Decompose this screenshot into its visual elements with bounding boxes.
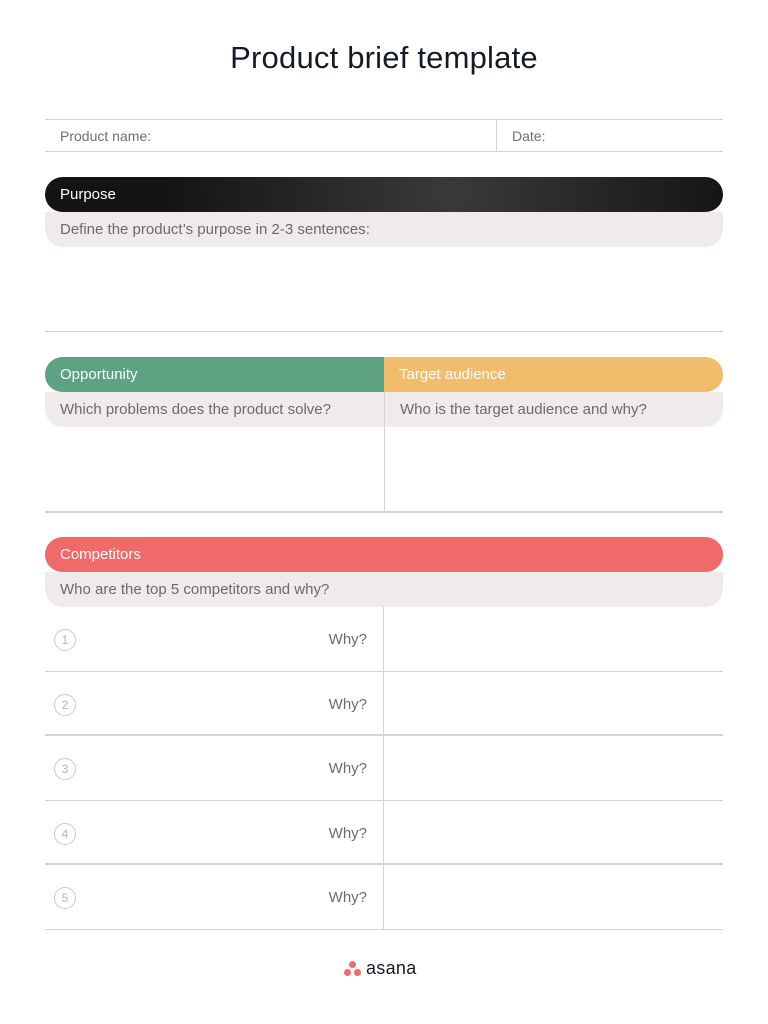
competitor-row[interactable] (45, 672, 723, 737)
opportunity-prompt (45, 392, 384, 427)
opportunity-header (45, 357, 384, 392)
competitor-why-cell[interactable] (384, 865, 723, 929)
date-field[interactable] (497, 120, 723, 151)
product-name-label: Product name: (60, 127, 152, 144)
target-audience-prompt (384, 392, 723, 427)
competitor-number: 3 (54, 758, 76, 780)
competitor-row[interactable] (45, 736, 723, 801)
competitor-name-cell[interactable] (45, 801, 384, 864)
asana-wordmark: asana (366, 958, 417, 978)
why-label: Why? (328, 889, 367, 907)
why-label: Why? (328, 824, 367, 842)
column-divider (384, 392, 385, 511)
competitors-header-label: Competitors (60, 546, 141, 563)
competitors-header (45, 537, 723, 572)
competitor-row[interactable] (45, 865, 723, 930)
page-title: Product brief template (230, 40, 538, 75)
purpose-answer-area[interactable] (45, 331, 723, 332)
why-label: Why? (328, 631, 367, 648)
purpose-prompt-text: Define the product’s purpose in 2-3 sentences: (60, 221, 370, 238)
competitor-number: 2 (54, 694, 76, 716)
competitor-why-cell[interactable] (384, 607, 723, 671)
competitor-why-cell[interactable] (384, 736, 723, 800)
purpose-header-label: Purpose (60, 186, 116, 203)
competitor-name-cell[interactable] (45, 607, 384, 671)
competitor-why-cell[interactable] (384, 801, 723, 864)
purpose-header (45, 177, 723, 212)
target-audience-header (384, 357, 723, 392)
competitor-name-cell[interactable] (45, 736, 384, 800)
info-row (45, 119, 723, 152)
competitors-prompt (45, 572, 723, 607)
date-label: Date: (512, 127, 546, 144)
competitor-row[interactable] (45, 607, 723, 672)
competitors-prompt-text: Who are the top 5 competitors and why? (60, 581, 330, 598)
opportunity-prompt-text: Which problems does the product solve? (60, 401, 331, 418)
competitor-number: 5 (54, 887, 76, 909)
product-name-field[interactable] (45, 120, 497, 151)
opportunity-header-label: Opportunity (60, 366, 138, 383)
competitor-name-cell[interactable] (45, 865, 384, 929)
target-audience-header-label: Target audience (399, 366, 506, 383)
asana-logo-icon (344, 961, 361, 976)
competitor-number: 4 (54, 823, 76, 845)
competitor-number: 1 (54, 629, 76, 651)
competitors-table (45, 607, 723, 930)
why-label: Why? (328, 695, 367, 713)
why-label: Why? (328, 760, 367, 778)
competitor-row[interactable] (45, 801, 723, 866)
target-audience-prompt-text: Who is the target audience and why? (400, 401, 647, 418)
competitor-name-cell[interactable] (45, 672, 384, 735)
purpose-prompt (45, 212, 723, 247)
opportunity-section-divider (45, 511, 723, 513)
competitor-why-cell[interactable] (384, 672, 723, 735)
asana-logo (344, 958, 417, 979)
